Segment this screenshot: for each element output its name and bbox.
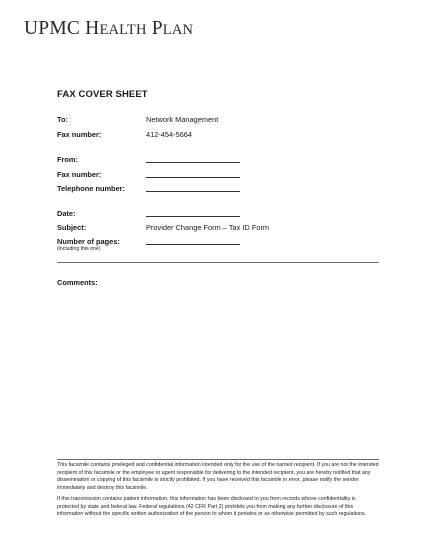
date-field[interactable] <box>146 216 240 217</box>
logo-letter-h: H <box>85 18 100 39</box>
pages-field[interactable] <box>146 244 240 245</box>
sender-fax-label: Fax number: <box>57 170 102 179</box>
logo-word-upmc: UPMC <box>24 18 86 39</box>
patient-information-notice: If this transmission contains patient information, this information has been disclosed to you from records whose confidentiality is protected by state and federal law. Federal regulations (42 CFR Part 2) prohibits you from making any further disclosure of this information without the specific written authorization of the person to whom it pertains or as otherwise permitted by such regulations. <box>57 496 367 518</box>
to-value: Network Management <box>146 115 219 124</box>
subject-label: Subject: <box>57 223 87 232</box>
upmc-health-plan-logo <box>24 18 193 40</box>
subject-value: Provider Change Form – Tax ID Form <box>146 223 270 232</box>
divider-top <box>57 262 379 263</box>
from-field[interactable] <box>146 162 240 163</box>
divider-bottom <box>57 459 379 460</box>
pages-label: Number of pages: <box>57 237 120 246</box>
pages-note: (including this one) <box>57 246 101 252</box>
logo-letter-p: P <box>146 18 163 39</box>
comments-label: Comments: <box>57 278 98 287</box>
to-label: To: <box>57 115 68 124</box>
date-label: Date: <box>57 209 76 218</box>
logo-word-ealth: EALTH <box>99 22 147 38</box>
telephone-label: Telephone number: <box>57 184 126 193</box>
recipient-fax-value: 412-454-5664 <box>146 130 193 139</box>
page-title: FAX COVER SHEET <box>57 89 148 100</box>
telephone-field[interactable] <box>146 191 240 192</box>
recipient-fax-label: Fax number: <box>57 130 102 139</box>
from-label: From: <box>57 155 78 164</box>
confidentiality-notice: This facsimile contains privileged and confidential information intended only for the use of the named recipient. If you are not the intended recipient of this facsimile or the employee or agent responsible for delivering to the intended recipient, you are hereby notified that any dissemination or copying of this facsimile is strictly prohibited. If you have received this facsimile in error, please notify the sender immediately and destroy this facsimile. <box>57 462 379 491</box>
logo-word-lan: LAN <box>162 22 194 38</box>
sender-fax-field[interactable] <box>146 177 240 178</box>
